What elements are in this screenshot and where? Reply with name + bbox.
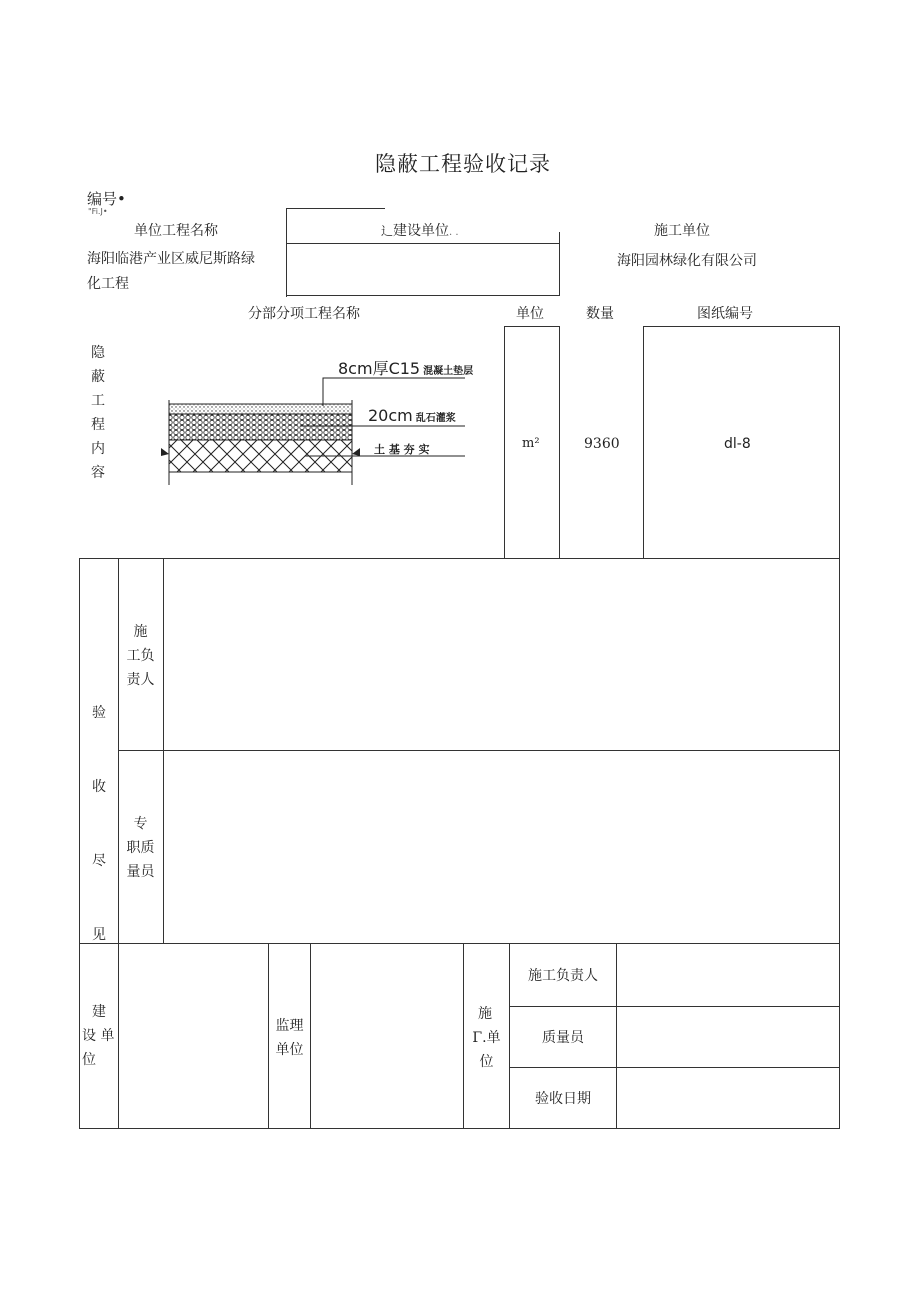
- acceptance-label-char: 尽: [92, 853, 106, 869]
- content-label-char: 工: [91, 393, 105, 409]
- construction-sign-line: 位: [479, 1054, 494, 1070]
- content-label-char: 程: [91, 417, 105, 433]
- signature-table: [79, 943, 840, 1129]
- quality-officer-line: 量员: [126, 864, 155, 880]
- project-name-line2: 化工程: [87, 276, 129, 292]
- build-unit-sign-line: 设 单: [82, 1028, 115, 1044]
- supervision-label: [269, 1014, 310, 1062]
- construction-lead-label: [118, 620, 163, 692]
- content-label-char: 隐: [91, 345, 105, 361]
- construction-sign-label: [464, 1002, 509, 1074]
- concrete-layer: [169, 404, 352, 414]
- layer2-desc: 乱石灌浆: [415, 413, 456, 424]
- quality-officer-sign-label: 质量员: [542, 1030, 584, 1046]
- build-unit-sign-label: [80, 1000, 118, 1072]
- sub-project-label: 分部分项工程名称: [248, 306, 360, 322]
- quality-officer-label: [118, 812, 163, 884]
- build-unit-label-text: 建设单位: [393, 223, 450, 239]
- quality-officer-line: 专: [133, 816, 148, 832]
- layer1-desc: 混凝土垫层: [423, 366, 474, 377]
- drawing-label: 图纸编号: [697, 306, 753, 322]
- acceptance-label-char: 见: [92, 927, 106, 943]
- unit-label: 单位: [516, 306, 544, 322]
- unit-value: m²: [522, 436, 540, 451]
- construction-sign-line: Γ.单: [472, 1030, 501, 1046]
- content-label: [86, 341, 110, 485]
- construction-unit-value: 海阳园林绿化有限公司: [617, 253, 757, 269]
- content-label-char: 蔽: [91, 369, 105, 385]
- code-sub: "Fi.J•: [88, 207, 108, 216]
- content-label-char: 容: [91, 465, 105, 481]
- supervision-line: 监理: [275, 1018, 304, 1034]
- quality-officer-line: 职质: [126, 840, 155, 856]
- construction-unit-label: 施工单位: [654, 223, 710, 239]
- layer1-label: [338, 356, 473, 379]
- drawing-no-value: dl-8: [724, 436, 751, 452]
- code-label: 编号•: [87, 190, 126, 208]
- construction-lead-line: 责人: [126, 672, 155, 688]
- construction-sign-line: 施: [478, 1006, 492, 1022]
- acceptance-label-char: 收: [92, 779, 106, 795]
- acceptance-label: [80, 558, 118, 944]
- acceptance-date-label: 验收日期: [535, 1091, 591, 1107]
- layer2-spec: 20cm: [368, 406, 413, 425]
- layer3-label: 土 基 夯 实: [374, 443, 430, 456]
- construction-lead-line: 施: [133, 624, 148, 640]
- page-title: 隐蔽工程验收记录: [375, 152, 551, 176]
- content-label-char: 内: [91, 441, 105, 457]
- unit-project-name-label: 单位工程名称: [134, 223, 218, 239]
- build-unit-sign-line: 位: [82, 1052, 96, 1068]
- construction-lead-line: 工负: [126, 648, 155, 664]
- quantity-value: 9360: [584, 436, 620, 452]
- build-unit-sign-line: 建: [92, 1004, 106, 1020]
- rubble-layer: [169, 414, 352, 440]
- supervision-line: 单位: [275, 1042, 304, 1058]
- build-unit-label: 辶建设单位. .: [381, 223, 459, 239]
- project-name-line1: 海阳临港产业区威尼斯路绿: [87, 251, 255, 267]
- layer2-label: [368, 406, 456, 425]
- acceptance-label-char: 验: [92, 705, 106, 721]
- construction-lead-sign-label: 施工负责人: [528, 968, 598, 984]
- layer1-spec: 8cm厚C15: [338, 359, 421, 378]
- acceptance-table: [79, 558, 840, 944]
- quantity-label: 数量: [586, 306, 614, 322]
